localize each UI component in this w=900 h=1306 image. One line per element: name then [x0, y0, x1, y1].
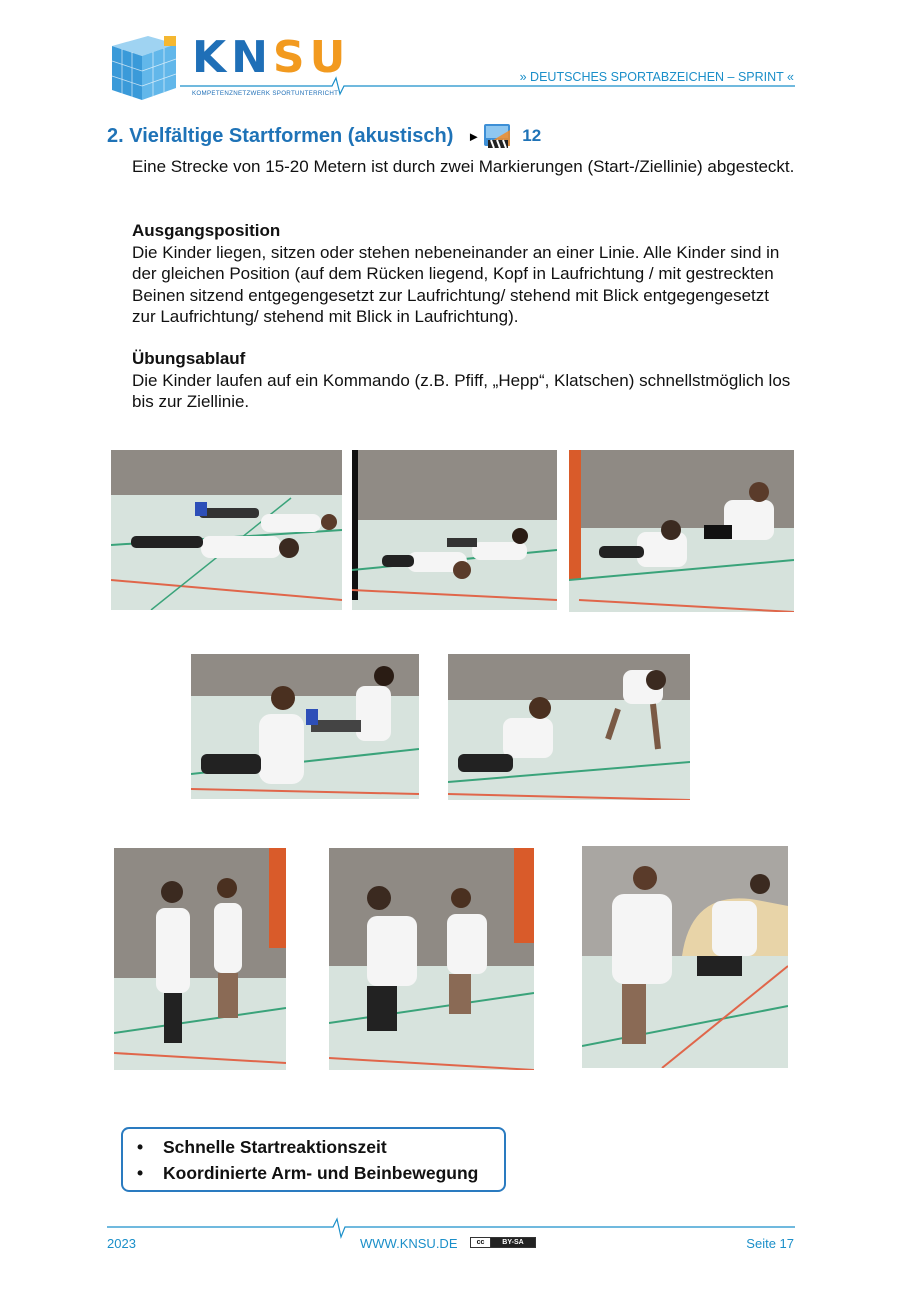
footer-website-link[interactable]: WWW.KNSU.DE: [360, 1236, 458, 1251]
goals-list: [135, 1134, 504, 1186]
photo-running-1: [329, 848, 534, 1070]
section-heading: [107, 120, 541, 152]
photo-lying-2: [352, 450, 557, 610]
license-label: BY-SA: [491, 1238, 535, 1247]
intro-paragraph: Eine Strecke von 15-20 Metern ist durch zwei Markierungen (Start-/Ziellinie) abgesteckt.: [132, 157, 795, 176]
footer-year: 2023: [107, 1236, 136, 1251]
photo-sitting: [191, 654, 419, 799]
exercise-block: [132, 348, 797, 413]
play-icon: ►: [467, 128, 481, 144]
logo-wordmark: KNSU: [192, 32, 351, 83]
start-position-block: [132, 220, 797, 328]
photo-running-2: [582, 846, 788, 1068]
list-item: • Koordinierte Arm- und Beinbewegung: [135, 1160, 504, 1186]
cc-icon: cc: [471, 1238, 491, 1247]
photo-getting-up-1: [569, 450, 794, 612]
photo-lying-1: [111, 450, 342, 610]
section-title: 2. Vielfältige Startformen (akustisch): [107, 124, 454, 147]
start-position-heading: Ausgangsposition: [132, 221, 281, 240]
list-item: • Schnelle Startreaktionszeit: [135, 1134, 504, 1160]
exercise-text: Die Kinder laufen auf ein Kommando (z.B. Pfiff, „Hepp“, Klatschen) schnellstmöglich los bis zur Ziellinie.: [132, 370, 791, 411]
cc-license-badge[interactable]: [470, 1237, 536, 1248]
exercise-heading: Übungsablauf: [132, 349, 246, 368]
photo-standing: [114, 848, 286, 1070]
clapperboard-icon[interactable]: [482, 118, 514, 150]
page-number: Seite 17: [746, 1236, 794, 1251]
start-position-text: Die Kinder liegen, sitzen oder stehen nebeneinander an einer Linie. Alle Kinder sind in der gleichen Position (auf dem Rücken liegend, Kopf in Laufrichtung / mit gestreckten Beinen sitzend entgegengesetzt zur Laufrichtung/ stehend mit Blick entgegengesetzt zur Laufrichtung/ stehend mit Blick in Laufrichtung).: [132, 242, 780, 326]
logo-subtitle: KOMPETENZNETZWERK SPORTUNTERRICHT: [192, 90, 339, 97]
learning-goals-box: [121, 1127, 506, 1192]
video-number: 12: [522, 126, 542, 145]
document-series-title: » DEUTSCHES SPORTABZEICHEN – SPRINT «: [519, 70, 794, 84]
cube-logo-icon: [108, 32, 180, 102]
photo-getting-up-2: [448, 654, 690, 800]
